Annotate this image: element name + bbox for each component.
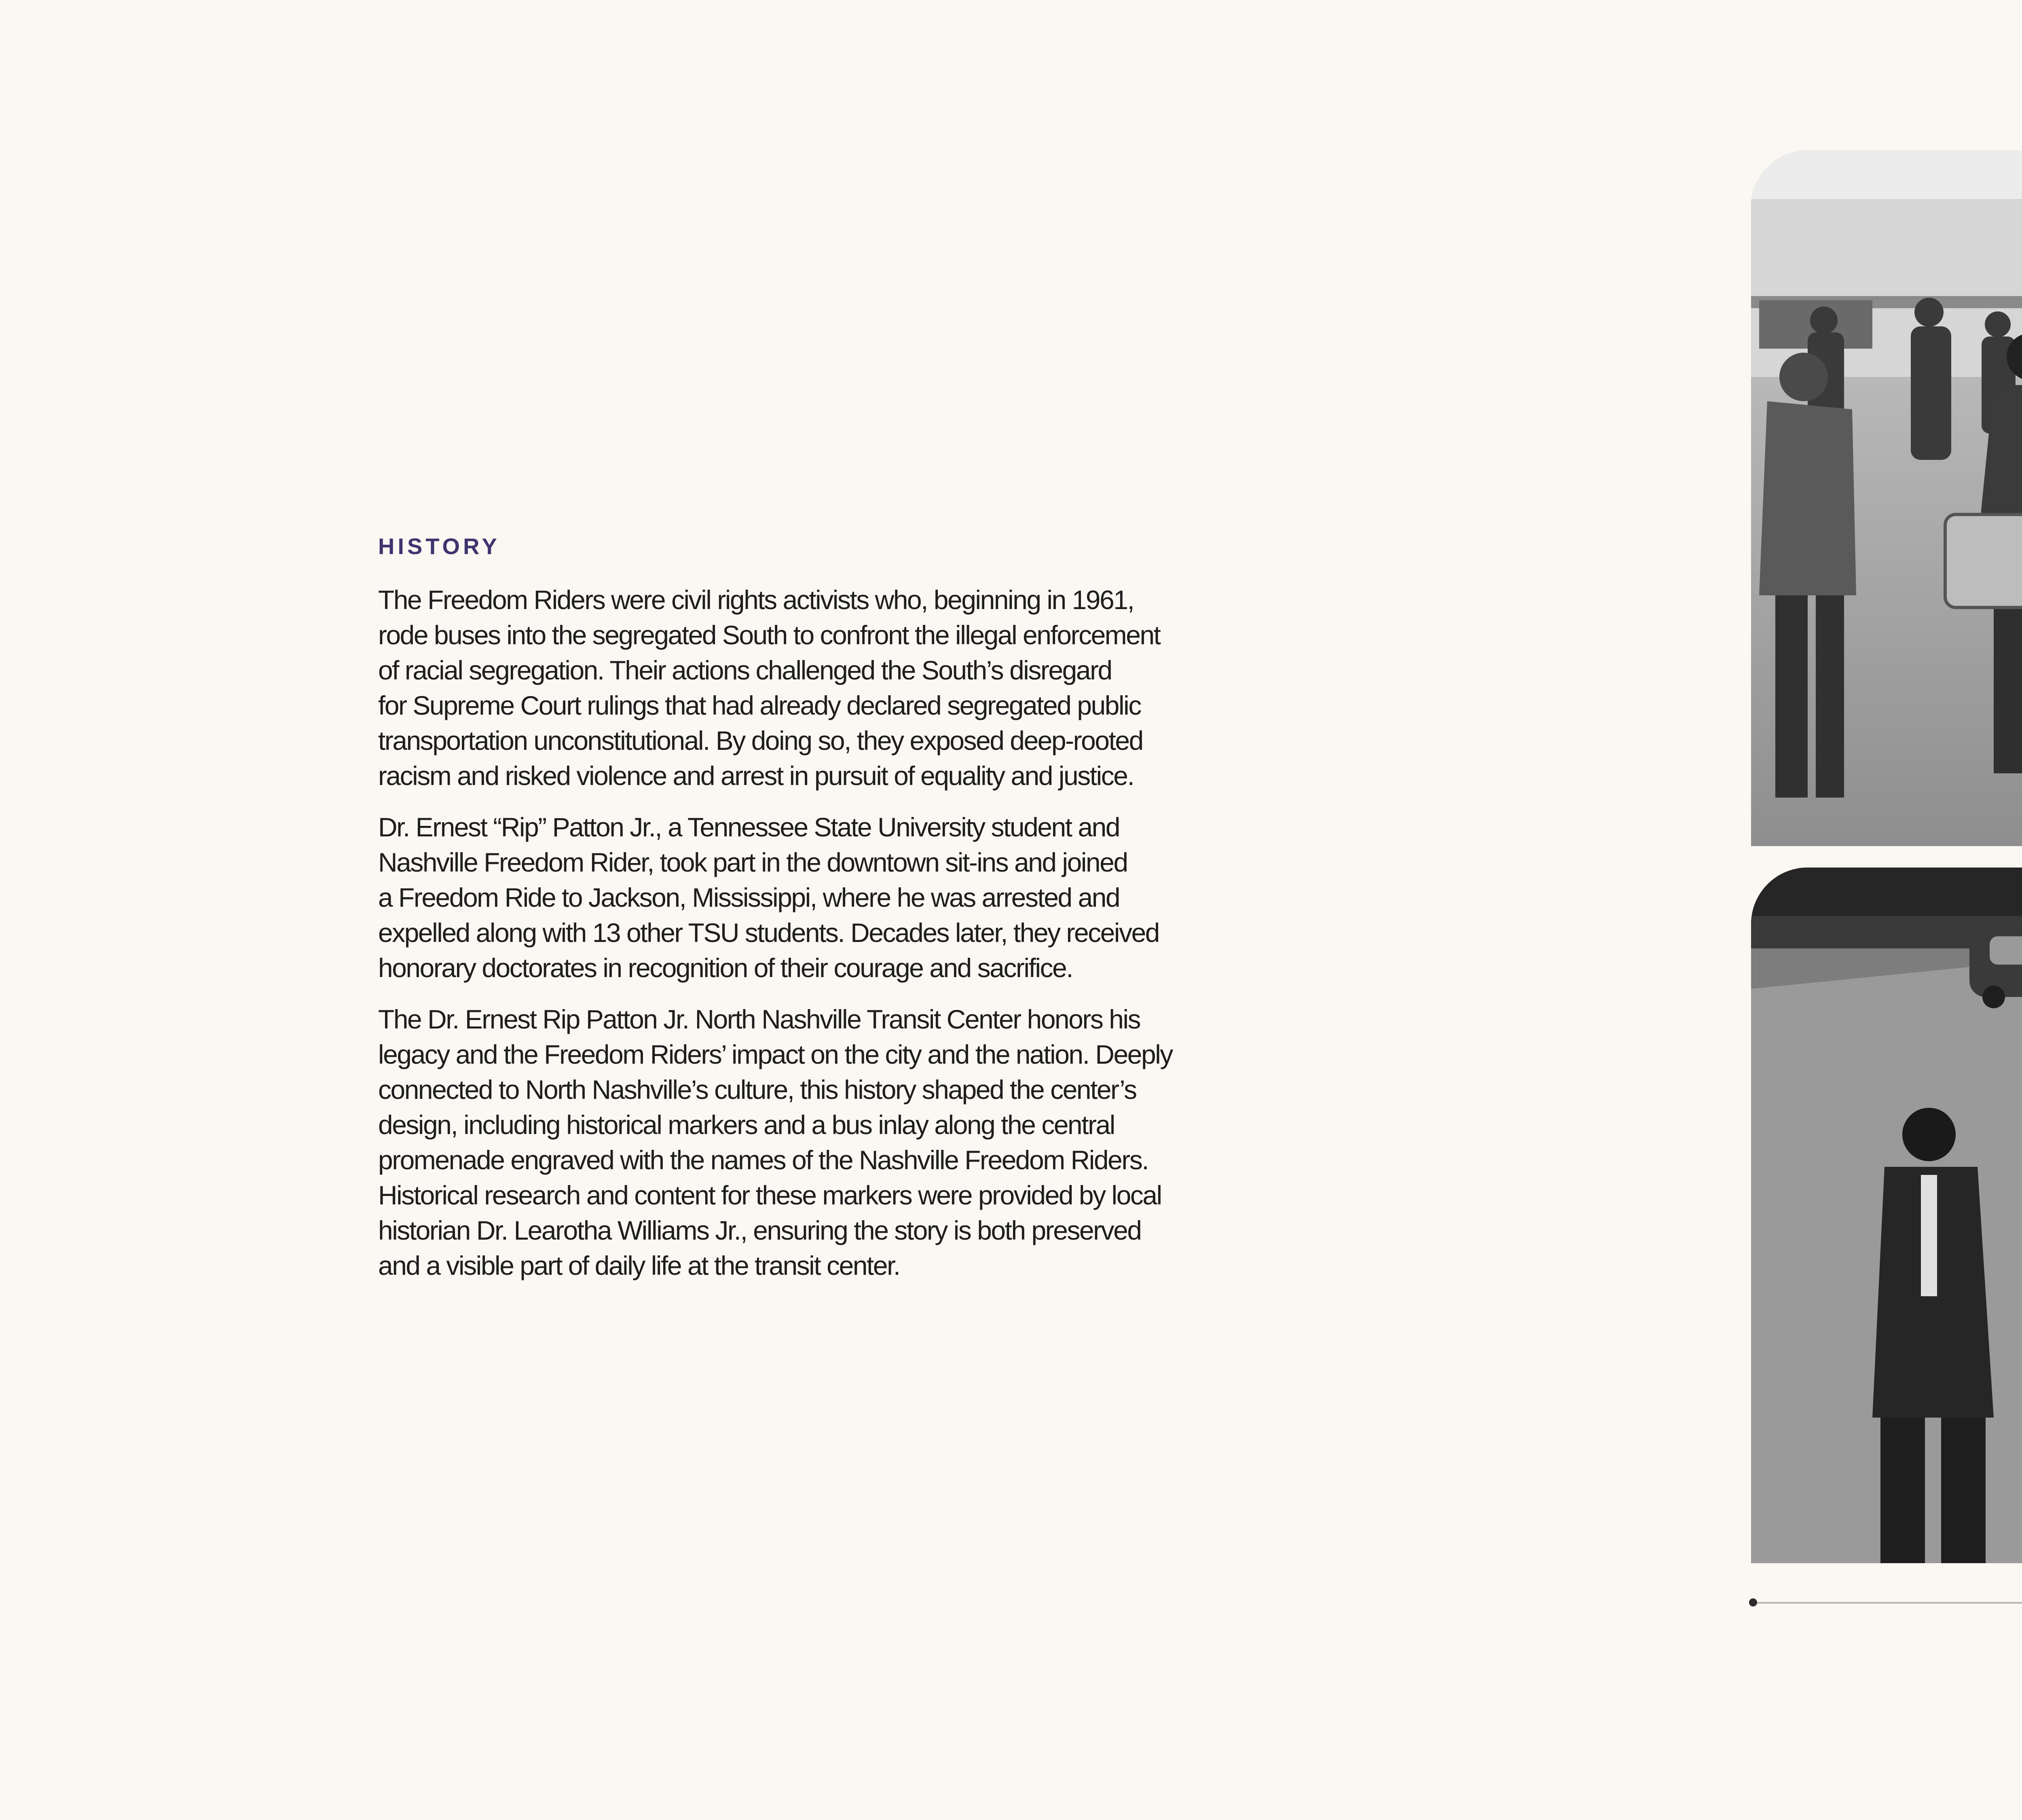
history-body [378,582,1268,1299]
section-label: HISTORY [378,533,500,559]
paragraph-transit-center: The Dr. Ernest Rip Patton Jr. North Nashville Transit Center honors his legacy and the Freedom Riders’ impact on the city and the nation. Deeply connected to North Nashville’s culture, this history shaped the center’s design, including historical markers and a bus inlay along the central promenade engraved with the names of the Nashville Freedom Riders. Historical research and content for these markers were provided by local historian Dr. Learotha Williams Jr., ensuring the story is both preserved and a visible part of daily life at the transit center. [378,1004,1172,1280]
paragraph-rip-patton: Dr. Ernest “Rip” Patton Jr., a Tennessee State University student and Nashville Freedom Rider, took part in the downtown sit-ins and joined a Freedom Ride to Jackson, Mississippi, where he was arrested and expelled along with 13 other TSU students. Decades later, they received honorary doctorates in recognition of their courage and sacrifice. [378,812,1159,983]
photo-street-march [1751,868,2022,1563]
paragraph-freedom-riders: The Freedom Riders were civil rights activists who, beginning in 1961, rode buses into the segregated South to confront the illegal enforcement of racial segregation. Their actions challenged the South’s disregard for Supreme Court rulings that had already declared segregated public transportation unconstitutional. By doing so, they exposed deep-rooted racism and risked violence and arrest in pursuit of equality and justice. [378,585,1160,791]
caption-dot [1749,1598,1757,1606]
march-photo-illustration [1751,868,2022,1563]
photo-bus-boarding [1751,150,2022,846]
bus-photo-illustration [1751,150,2022,846]
caption-rule [1751,1602,2022,1604]
